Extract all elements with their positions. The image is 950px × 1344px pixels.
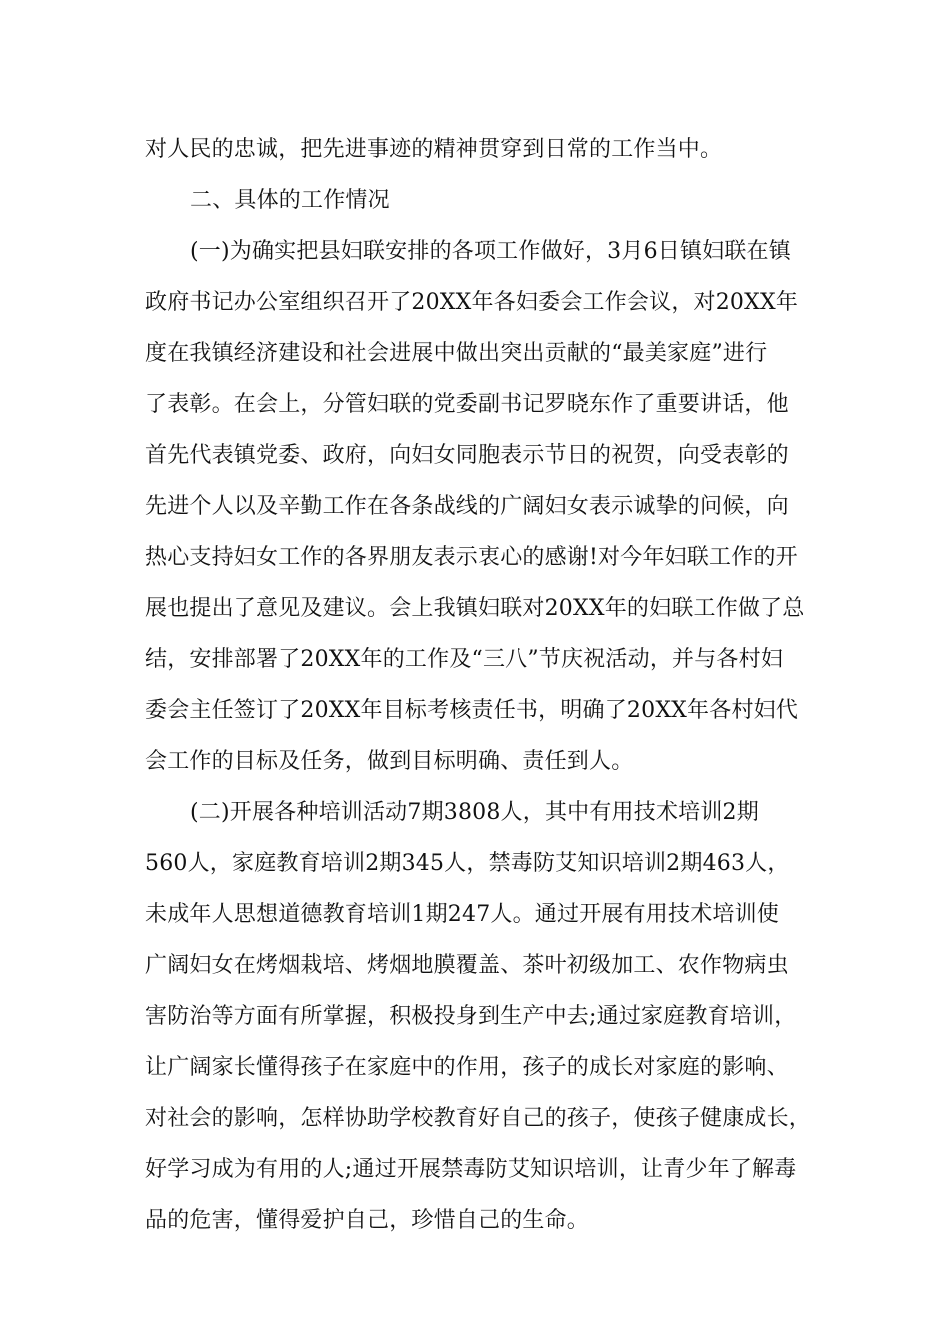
text-line: 委会主任签订了20XX年目标考核责任书，明确了20XX年各村妇代 [145, 698, 799, 723]
text-line: 未成年人思想道德教育培训1期247人。通过开展有用技术培训使 [145, 902, 779, 927]
text-line: 560人，家庭教育培训2期345人，禁毒防艾知识培训2期463人， [145, 851, 790, 876]
text-line: 让广阔家长懂得孩子在家庭中的作用，孩子的成长对家庭的影响、 [145, 1055, 789, 1080]
text-line: 广阔妇女在烤烟栽培、烤烟地膜覆盖、茶叶初级加工、农作物病虫 [145, 953, 789, 978]
text-line: (二)开展各种培训活动7期3808人，其中有用技术培训2期 [190, 800, 759, 825]
section-heading: 二、具体的工作情况 [190, 188, 390, 213]
text-line: 政府书记办公室组织召开了20XX年各妇委会工作会议，对20XX年 [145, 290, 799, 315]
text-line: 结，安排部署了20XX年的工作及“三八”节庆祝活动，并与各村妇 [145, 647, 784, 672]
text-line: (一)为确实把县妇联安排的各项工作做好，3月6日镇妇联在镇 [190, 239, 791, 264]
text-line: 展也提出了意见及建议。会上我镇妇联对20XX年的妇联工作做了总 [145, 596, 805, 621]
text-line: 了表彰。在会上，分管妇联的党委副书记罗晓东作了重要讲话，他 [145, 392, 789, 417]
text-line: 度在我镇经济建设和社会进展中做出突出贡献的“最美家庭”进行 [145, 341, 768, 366]
text-line: 对社会的影响，怎样协助学校教育好自己的孩子，使孩子健康成长， [145, 1106, 812, 1131]
text-line: 品的危害，懂得爱护自己，珍惜自己的生命。 [145, 1208, 590, 1233]
text-line: 害防治等方面有所掌握，积极投身到生产中去;通过家庭教育培训， [145, 1004, 797, 1029]
text-line: 先进个人以及辛勤工作在各条战线的广阔妇女表示诚挚的问候，向 [145, 494, 789, 519]
text-line: 好学习成为有用的人;通过开展禁毒防艾知识培训，让青少年了解毒 [145, 1157, 797, 1182]
text-line: 首先代表镇党委、政府，向妇女同胞表示节日的祝贺，向受表彰的 [145, 443, 789, 468]
text-line: 对人民的忠诚，把先进事迹的精神贯穿到日常的工作当中。 [145, 137, 723, 162]
text-line: 热心支持妇女工作的各界朋友表示衷心的感谢!对今年妇联工作的开 [145, 545, 798, 570]
text-line: 会工作的目标及任务，做到目标明确、责任到人。 [145, 749, 634, 774]
